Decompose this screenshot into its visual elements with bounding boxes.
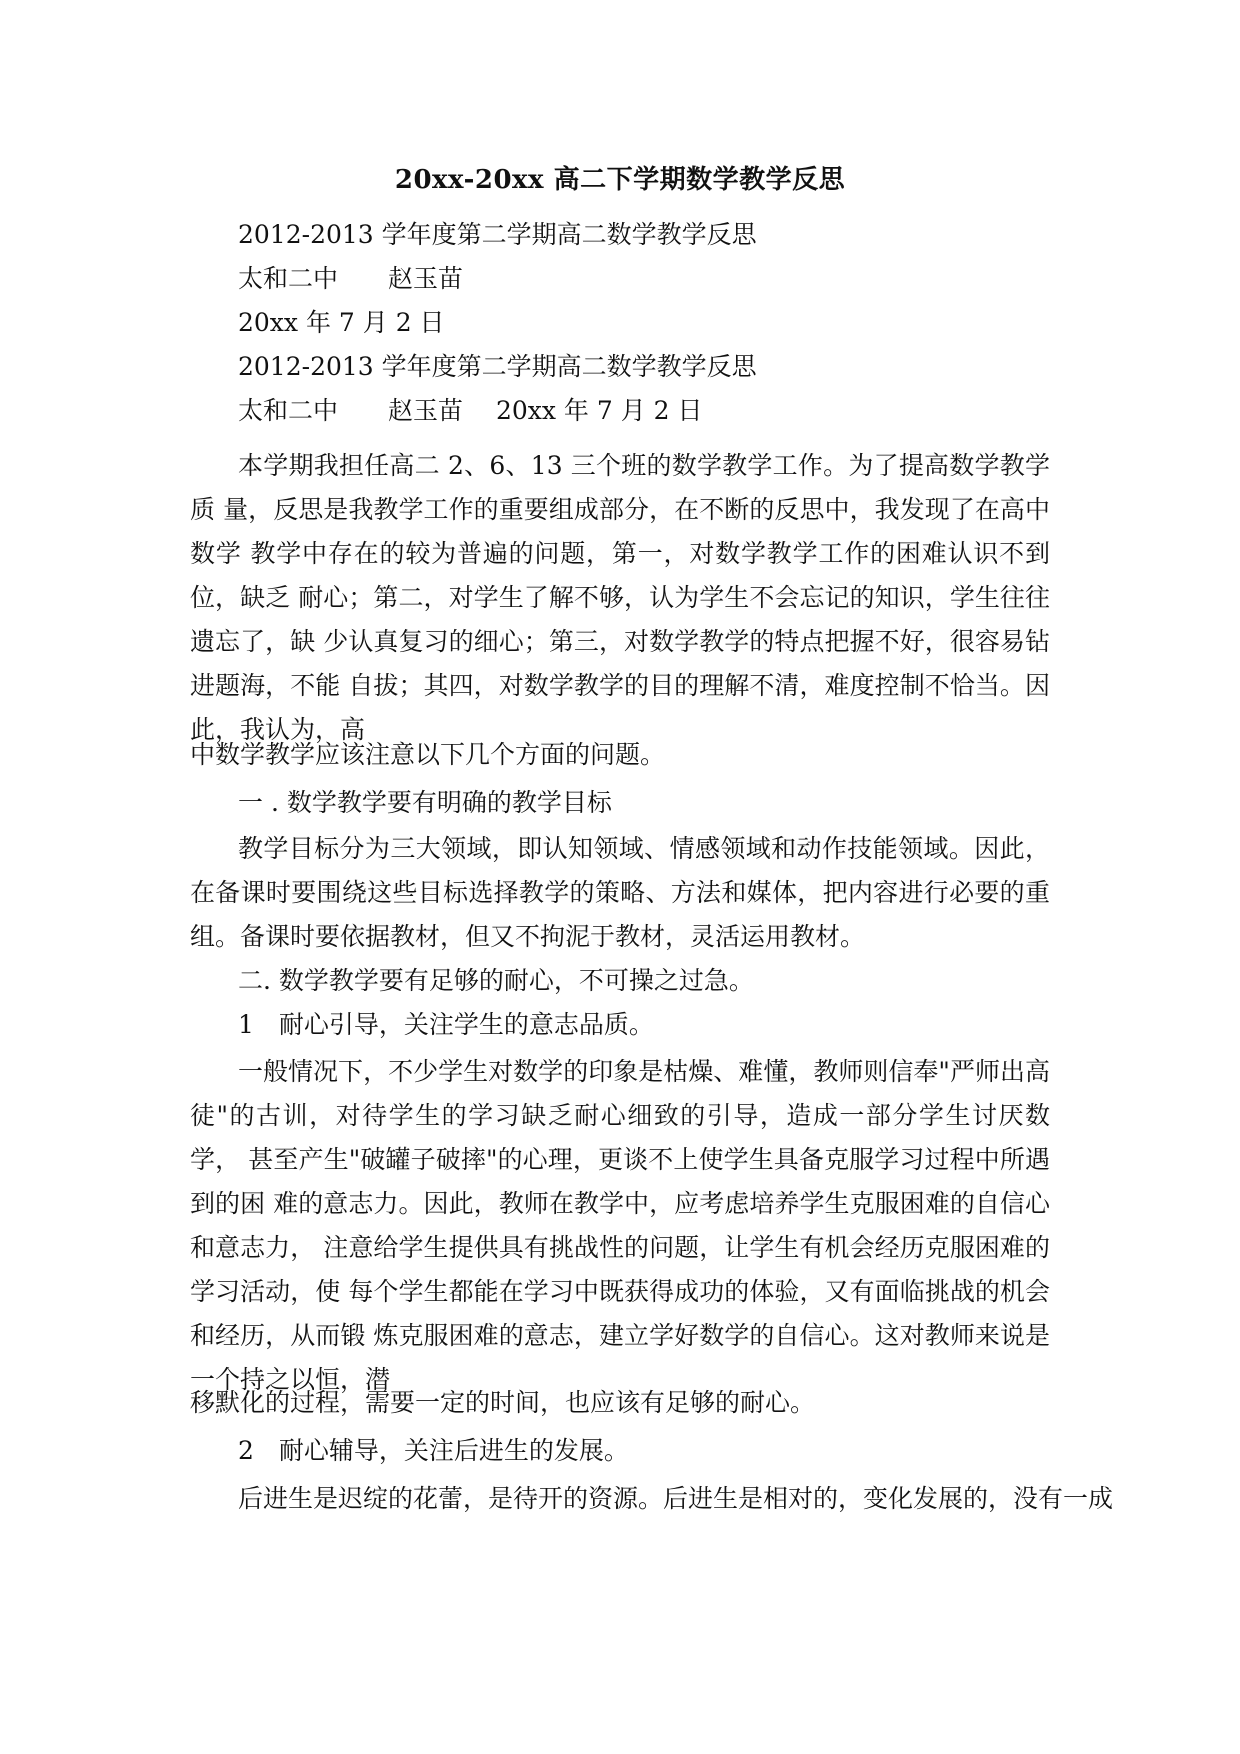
section-1-heading: 一 . 数学教学要有明确的教学目标 — [238, 788, 612, 817]
subsection-1-heading: 1 耐心引导，关注学生的意志品质。 — [238, 1010, 654, 1039]
header-line-3: 20xx 年 7 月 2 日 — [238, 308, 445, 337]
section-2-heading: 二. 数学教学要有足够的耐心，不可操之过急。 — [238, 966, 754, 995]
header-line-5: 太和二中 赵玉苗 20xx 年 7 月 2 日 — [238, 396, 703, 425]
subsection-1-continuation: 移默化的过程，需要一定的时间，也应该有足够的耐心。 — [190, 1388, 816, 1417]
subsection-2-paragraph: 后进生是迟绽的花蕾，是待开的资源。后进生是相对的，变化发展的，没有一成 — [238, 1484, 1114, 1513]
intro-continuation: 中数学教学应该注意以下几个方面的问题。 — [190, 740, 666, 769]
intro-paragraph: 本学期我担任高二 2、6、13 三个班的数学教学工作。为了提高数学教学质 量，反思是我教学工作的重要组成部分，在不断的反思中，我发现了在高中数学 教学中存在的较为普遍的问题，第一，对数学教学工作的困难认识不到位，缺乏 耐心；第二，对学生了解不够，认为学生不会忘记的知识，学生往往遗忘了，缺 少认真复习的细心；第三，对数学教学的特点把握不好，很容易钻进题海，不能 自拔；其四，对数学教学的目的理解不清，难度控制不恰当。因此，我认为，高 — [190, 451, 1050, 744]
header-line-2: 太和二中 赵玉苗 — [238, 264, 464, 293]
header-line-4: 2012-2013 学年度第二学期高二数学教学反思 — [238, 352, 757, 381]
document-title: 20xx-20xx 高二下学期数学教学反思 — [394, 165, 846, 195]
section-1-paragraph: 教学目标分为三大领域，即认知领域、情感领域和动作技能领域。因此，在备课时要围绕这些目标选择教学的策略、方法和媒体，把内容进行必要的重组。备课时要依据教材，但又不拘泥于教材，灵活运用教材。 — [190, 834, 1050, 951]
subsection-2-heading: 2 耐心辅导，关注后进生的发展。 — [238, 1436, 629, 1465]
subsection-1-paragraph: 一般情况下，不少学生对数学的印象是枯燥、难懂，教师则信奉"严师出高 徒"的古训，对待学生的学习缺乏耐心细致的引导，造成一部分学生讨厌数学， 甚至产生"破罐子破摔"的心理，更谈不上使学生具备克服学习过程中所遇到的困 难的意志力。因此，教师在教学中，应考虑培养学生克服困难的自信心和意志力， 注意给学生提供具有挑战性的问题，让学生有机会经历克服困难的学习活动，使 每个学生都能在学习中既获得成功的体验，又有面临挑战的机会和经历，从而锻 炼克服困难的意志，建立学好数学的自信心。这对教师来说是一个持之以恒，潜 — [190, 1057, 1050, 1394]
header-line-1: 2012-2013 学年度第二学期高二数学教学反思 — [238, 220, 757, 249]
